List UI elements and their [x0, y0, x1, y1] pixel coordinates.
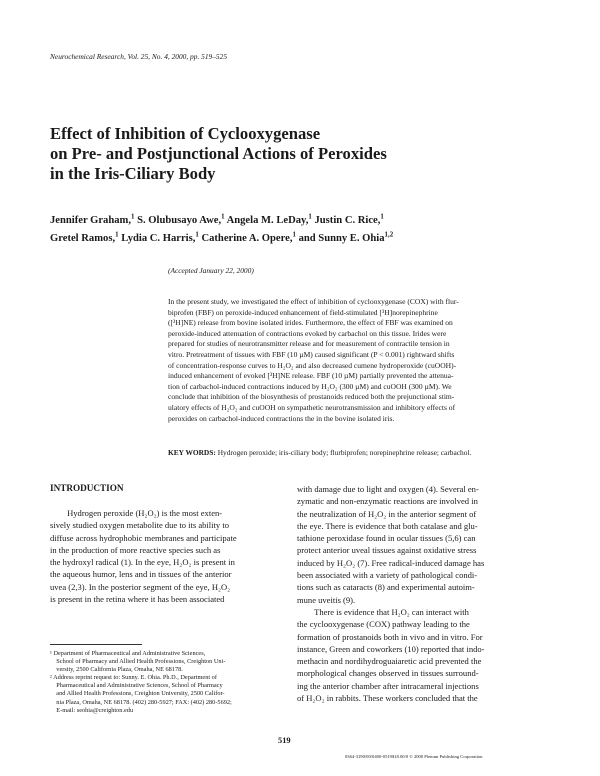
body-line: with damage due to light and oxygen (4). Several en-: [297, 484, 479, 494]
author-affiliation: 1,2: [384, 231, 394, 239]
body-line: is present in the retina where it has been associated: [50, 594, 225, 605]
abstract-line: biprofen (FBF) on peroxide-induced enhancement of field-stimulated [³H]norepinephrine: [168, 307, 438, 317]
author-line: [50, 230, 570, 248]
title-line: in the Iris-Ciliary Body: [50, 164, 216, 183]
body-line: tions such as cataracts (8) and experimental autoim-: [297, 582, 475, 593]
author-affiliation: 1: [308, 213, 312, 221]
body-line: in the production of more reactive species such as: [50, 544, 221, 555]
body-line: instance, Green and coworkers (10) reported that indo-: [297, 643, 485, 654]
body-line: morphological changes observed in tissues surround-: [297, 668, 479, 679]
body-line: induced by H₂O₂ (7). Free radical-induced damage has: [297, 557, 485, 568]
body-line: protect anterior uveal tissues against oxidative stress: [297, 545, 477, 556]
abstract-line: tion of carbachol-induced contractions induced by H₂O₂ (300 µM) and cuOOH (300 µM). We: [168, 381, 452, 391]
abstract-line: of concentration-response curves to H₂O₂ and also decreased cumene hydroperoxide (cuOOH)-: [168, 360, 457, 370]
body-line: tathione peroxidase found in ocular tissues (5,6) can: [297, 533, 476, 544]
author-name: Justin C. Rice,: [311, 215, 381, 226]
author-name: Jennifer Graham,: [50, 215, 132, 226]
body-line: of H₂O₂ in rabbits. These workers concluded that the: [297, 693, 478, 704]
author-affiliation: 1: [195, 231, 199, 239]
author-line: [50, 212, 570, 230]
body-line: the eye. There is evidence that both catalase and glu-: [297, 520, 478, 531]
body-column-left: [50, 507, 278, 605]
body-line: been associated with a variety of pathological condi-: [297, 570, 478, 581]
journal-citation: Neurochemical Research, Vol. 25, No. 4, 2000, pp. 519–525: [50, 52, 228, 61]
body-line: sively studied oxygen metabolite due to its ability to: [50, 520, 229, 531]
footnote-line: E-mail: seohia@creighton.edu: [50, 706, 134, 714]
body-line: formation of prostanoids both in vivo and in vitro. For: [297, 631, 483, 642]
title-line: Effect of Inhibition of Cyclooxygenase: [50, 124, 321, 143]
abstract-line: induced enhancement of evoked [³H]NE release. FBF (10 µM) partially prevented the attenua-: [168, 371, 454, 381]
footnote-line: nia Plaza, Omaha, NE 68178. (402) 280-5927; FAX: (402) 280-5692;: [50, 698, 232, 706]
author-affiliation: 1: [380, 213, 384, 221]
footnote-line: Pharmaceutical and Administrative Sciences, School of Pharmacy: [50, 682, 223, 690]
body-line: methacin and nordihydroguaiaretic acid prevented the: [297, 656, 482, 667]
author-name: Gretel Ramos,: [50, 233, 116, 244]
author-name: Catherine A. Opere,: [198, 233, 293, 244]
body-line: the hydroxyl radical (1). In the eye, H₂O₂ is present in: [50, 557, 235, 568]
abstract-line: ([³H]NE) release from bovine isolated irides. Furthermore, the effect of FBF was examined on: [168, 318, 453, 328]
footnote-line: ² Address reprint request to: Sunny. E. Ohia. Ph.D., Department of: [50, 674, 217, 682]
abstract-line: peroxide-induced attenuation of contractions evoked by carbachol on this tissue. Irides were: [168, 328, 447, 338]
author-affiliation: 1: [221, 213, 225, 221]
article-title: [50, 124, 520, 184]
author-name: Angela M. LeDay,: [224, 215, 309, 226]
body-line: Hydrogen peroxide (H₂O₂) is the most exten-: [50, 508, 223, 518]
page-number: 519: [278, 736, 291, 745]
body-line: diffuse across hydrophobic membranes and participate: [50, 532, 237, 543]
author-affiliation: 1: [131, 213, 135, 221]
title-line: on Pre- and Postjunctional Actions of Peroxides: [50, 144, 387, 163]
abstract-line: vitro. Pretreatment of tissues with FBF (10 µM) caused significant (P < 0.001) rightward shifts: [168, 349, 455, 359]
body-line: mune uveitis (9).: [297, 594, 356, 605]
introduction-heading: INTRODUCTION: [50, 483, 124, 493]
body-line: ing the anterior chamber after intracameral injections: [297, 680, 479, 691]
footnote-divider: [50, 644, 142, 645]
copyright-line: 0364-3190/00/0400-0519$18.00/0 © 2000 Plenum Publishing Corporation: [345, 754, 483, 759]
footnote-line: School of Pharmacy and Allied Health Professions, Creighton Uni-: [50, 658, 226, 666]
body-column-right: [297, 483, 529, 704]
footnote-line: ¹ Department of Pharmaceutical and Administrative Sciences,: [50, 650, 206, 657]
footnotes: [50, 650, 282, 715]
accepted-date: (Accepted January 22, 2000): [168, 266, 254, 275]
keywords-text: Hydrogen peroxide; iris-ciliary body; flurbiprofen; norepinephrine release; carbachol.: [215, 448, 472, 457]
body-line: There is evidence that H₂O₂ can interact with: [297, 606, 469, 617]
author-affiliation: 1: [115, 231, 119, 239]
body-line: uvea (2,3). In the posterior segment of the eye, H₂O₂: [50, 581, 231, 592]
body-line: the neutralization of H₂O₂ in the anterior segment of: [297, 508, 477, 519]
body-line: the cyclooxygenase (COX) pathway leading to the: [297, 619, 470, 630]
keywords: [168, 448, 528, 457]
author-affiliation: 1: [292, 231, 296, 239]
abstract-line: In the present study, we investigated the effect of inhibition of cyclooxygenase (COX) with flur-: [168, 297, 459, 306]
footnote-line: versity, 2500 California Plaza, Omaha, NE 68178.: [50, 666, 183, 674]
abstract-line: peroxides on carbachol-induced contractions the in the bovine isolated iris.: [168, 413, 395, 423]
author-name: and Sunny E. Ohia: [295, 233, 385, 244]
author-name: S. Olubusayo Awe,: [134, 215, 222, 226]
body-line: the aqueous humor, lens and in tissues of the anterior: [50, 569, 232, 580]
abstract-line: prepared for studies of neurotransmitter release and for measurement of contractile tension in: [168, 339, 450, 349]
abstract-line: ulatory effects of H₂O₂ and cuOOH on sympathetic neurotransmission and inhibitory effects of: [168, 402, 456, 412]
author-list: [50, 212, 570, 248]
abstract-line: conclude that inhibition of the biosynthesis of prostanoids reduced both the prejunctional stim-: [168, 392, 455, 402]
footnote-line: and Allied Health Professions, Creighton University, 2500 Califor-: [50, 690, 225, 698]
abstract: [168, 297, 525, 424]
body-line: zymatic and non-enzymatic reactions are involved in: [297, 496, 478, 507]
keywords-label: KEY WORDS:: [168, 448, 216, 457]
author-name: Lydia C. Harris,: [118, 233, 196, 244]
